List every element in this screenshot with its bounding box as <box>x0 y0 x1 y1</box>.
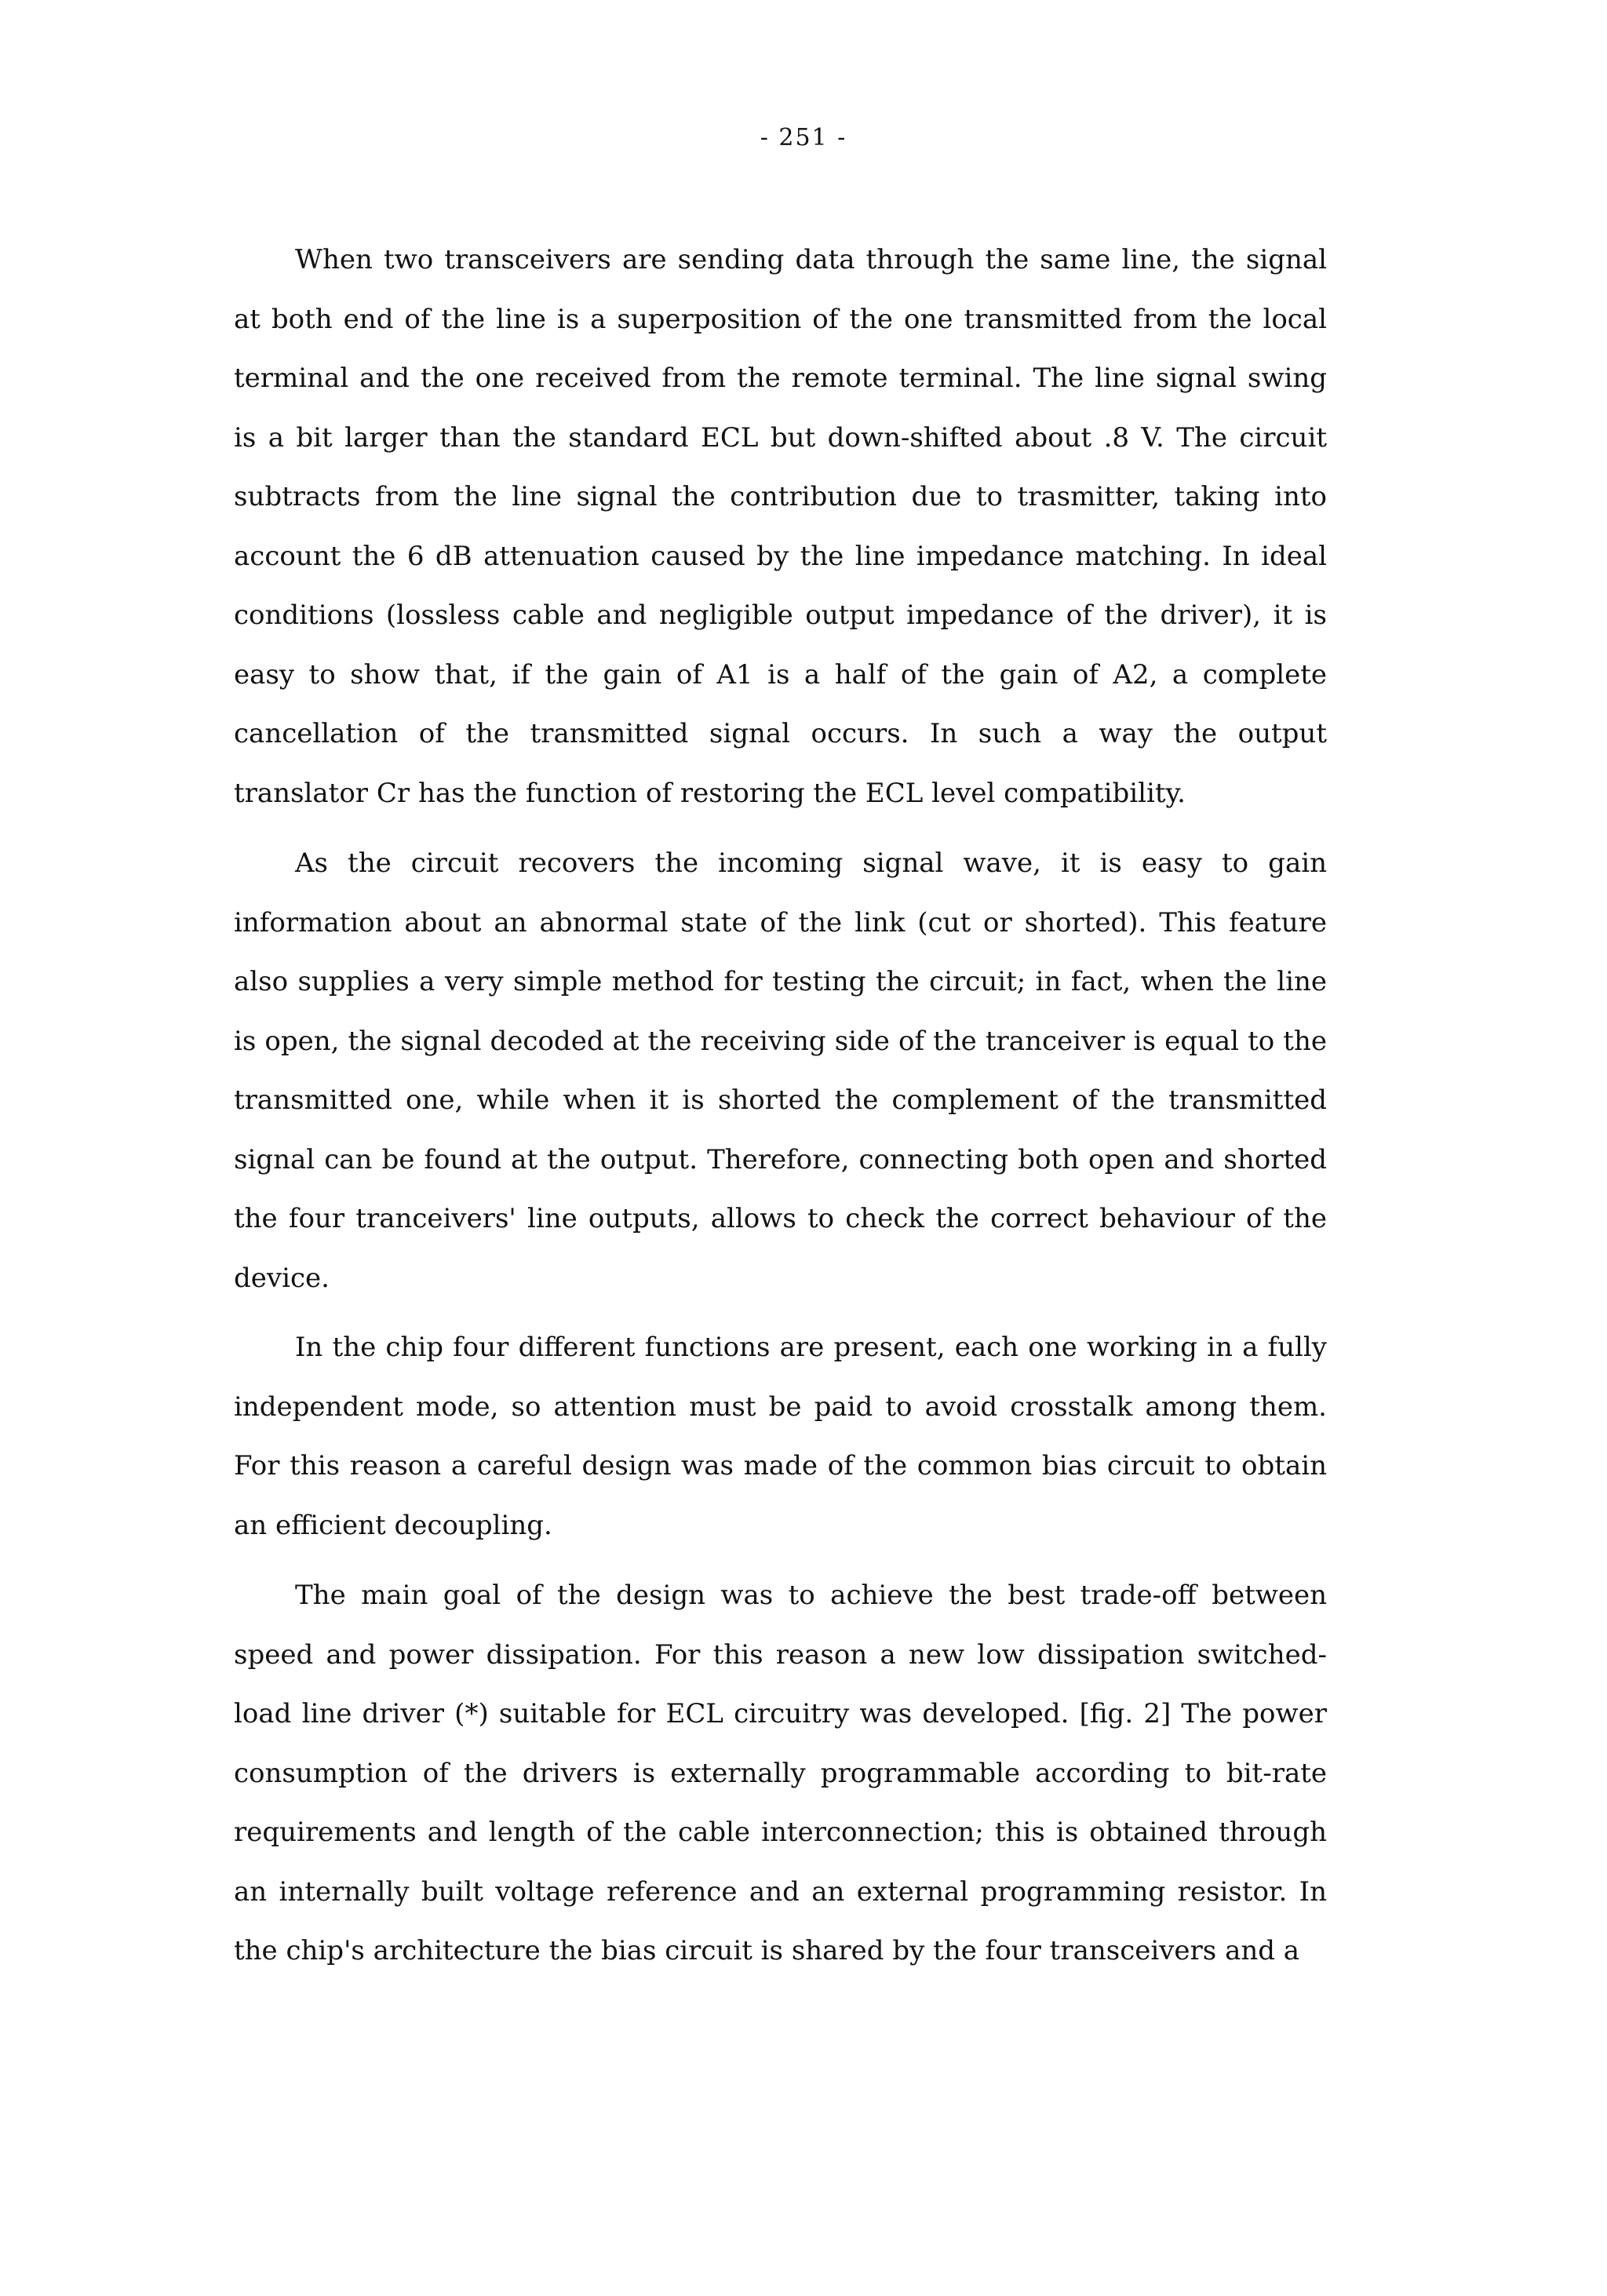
paragraph-2-text: As the circuit recovers the incoming signal wave, it is easy to gain information about an abnormal state of the link (cut or shorted). This feature also supplies a very simple method for testing the circuit; in fact, when the line is open, the signal decoded at the receiving side of the tranceiver is equal to the transmitted one, while when it is shorted the complement of the transmitted signal can be found at the output. Therefore, connecting both open and shorted the four tranceivers' line outputs, allows to check the correct behaviour of the device. <box>234 847 1327 1294</box>
paragraph-4 <box>234 1566 1327 1981</box>
page-number: - 251 - <box>760 124 847 151</box>
paragraph-3-text: In the chip four different functions are present, each one working in a fully independent mode, so attention must be paid to avoid crosstalk among them. For this reason a careful design was made of the common bias circuit to obtain an efficient decoupling. <box>234 1332 1327 1541</box>
paragraph-2 <box>234 834 1327 1308</box>
paragraph-4-text: The main goal of the design was to achieve the best trade-off between speed and power dissipation. For this reason a new low dissipation switched-load line driver (*) suitable for ECL circuitry was developed. [fig. 2] The power consumption of the drivers is externally programmable according to bit-rate requirements and length of the cable interconnection; this is obtained through an internally built voltage reference and an external programming resistor. In the chip's architecture the bias circuit is shared by the four transceivers and a <box>234 1580 1327 1966</box>
paragraph-1-text: When two transceivers are sending data through the same line, the signal at both end of the line is a superposition of the one transmitted from the local terminal and the one received from the remote terminal. The line signal swing is a bit larger than the standard ECL but down-shifted about .8 V. The circuit subtracts from the line signal the contribution due to trasmitter, taking into account the 6 dB attenuation caused by the line impedance matching. In ideal conditions (lossless cable and negligible output impedance of the driver), it is easy to show that, if the gain of A1 is a half of the gain of A2, a complete cancellation of the transmitted signal occurs. In such a way the output translator Cr has the function of restoring the ECL level compatibility. <box>234 244 1327 809</box>
paragraph-3 <box>234 1318 1327 1555</box>
paragraph-1 <box>234 231 1327 823</box>
